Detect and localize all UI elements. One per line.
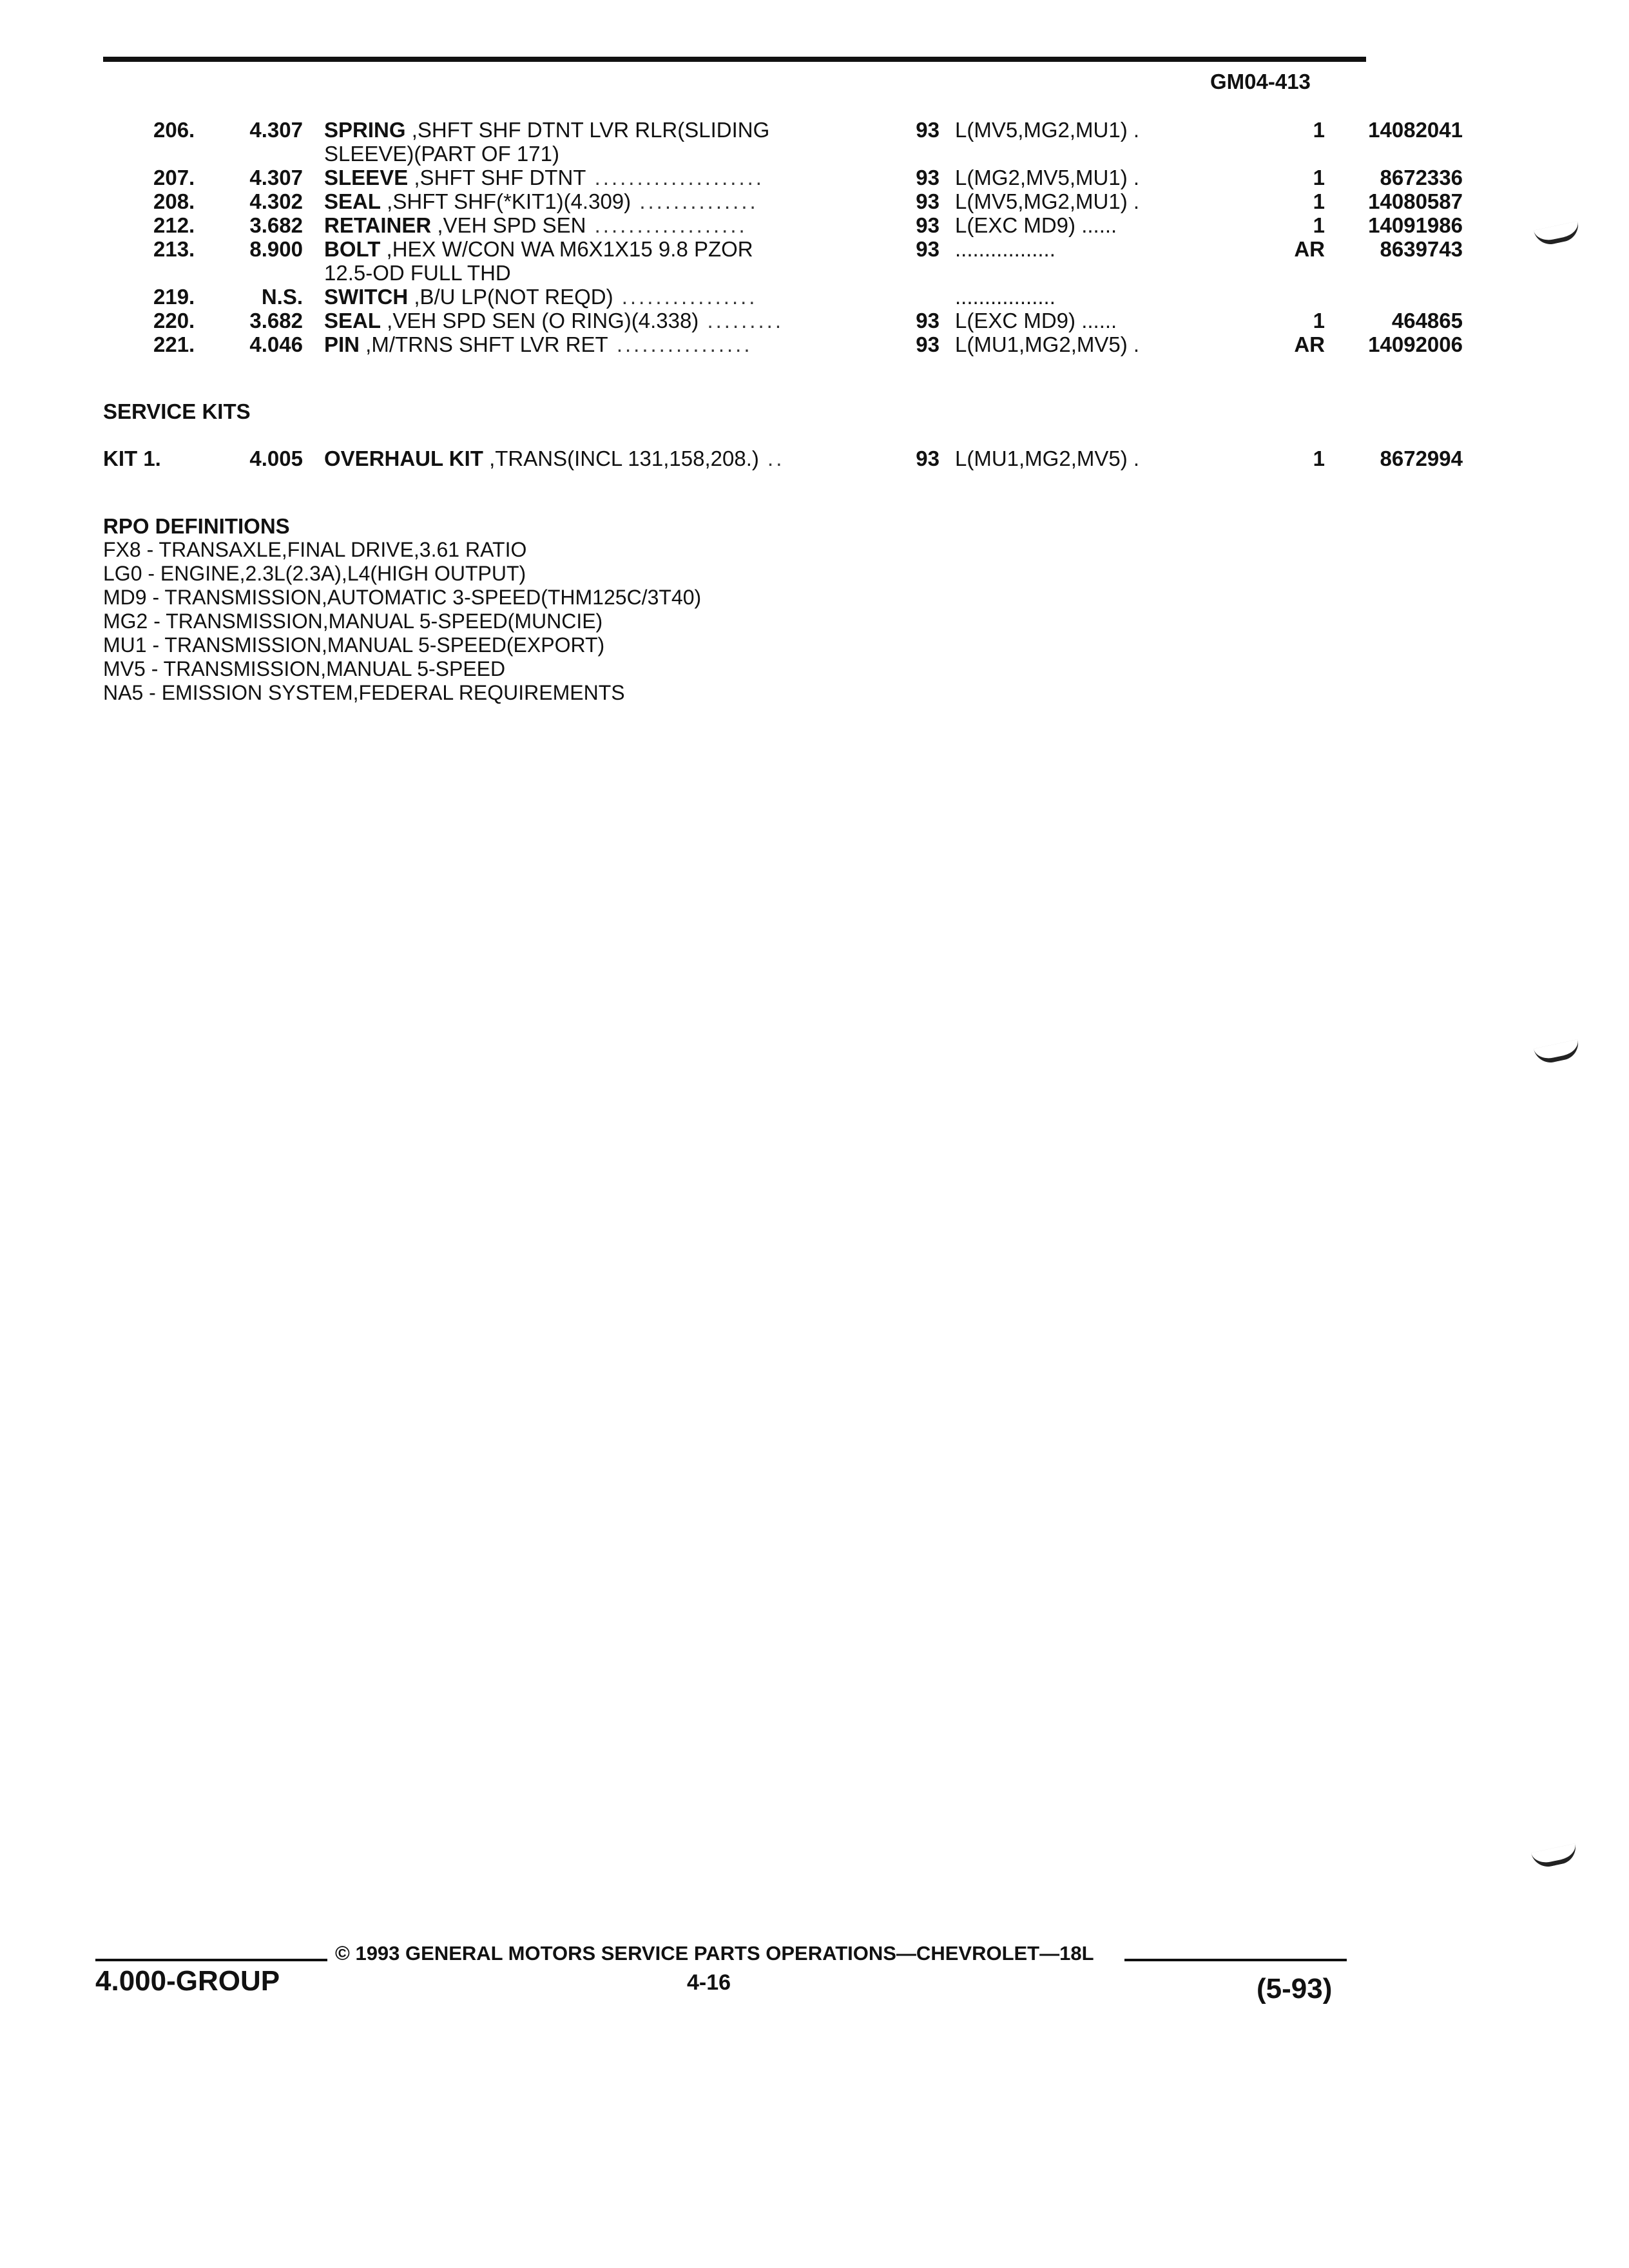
model-year: 93 bbox=[916, 309, 940, 332]
item-number: 213. bbox=[153, 237, 195, 261]
item-number: 221. bbox=[153, 332, 195, 356]
model-year: 93 bbox=[916, 332, 940, 356]
part-row bbox=[103, 213, 1463, 237]
footer-page-number: 4-16 bbox=[687, 1970, 731, 1995]
part-description bbox=[324, 309, 956, 332]
document-id: GM04-413 bbox=[1210, 70, 1311, 93]
part-desc: ,SHFT SHF DTNT LVR RLR(SLIDING bbox=[405, 118, 770, 142]
item-number: 220. bbox=[153, 309, 195, 332]
kit-usage: L(MU1,MG2,MV5) . bbox=[955, 447, 1140, 470]
dot-leader: .............. bbox=[631, 189, 758, 213]
part-row bbox=[103, 285, 1392, 309]
part-name: BOLT bbox=[324, 237, 381, 261]
usage-code: L(MV5,MG2,MU1) . bbox=[955, 118, 1140, 142]
part-description bbox=[324, 237, 956, 285]
binder-hole-mark bbox=[1534, 1039, 1581, 1066]
service-kits-title: SERVICE KITS bbox=[103, 399, 251, 423]
footer-rule-left bbox=[95, 1959, 327, 1961]
part-description bbox=[324, 189, 956, 213]
part-desc-line2: 12.5-OD FULL THD bbox=[324, 261, 511, 285]
dot-leader: ................ bbox=[608, 332, 753, 356]
part-desc: ,B/U LP(NOT REQD) bbox=[408, 285, 613, 309]
parts-list bbox=[103, 118, 1463, 356]
rpo-item: MV5 - TRANSMISSION,MANUAL 5-SPEED bbox=[103, 657, 506, 680]
item-number: 206. bbox=[153, 118, 195, 142]
item-number: 219. bbox=[153, 285, 195, 309]
item-number: 212. bbox=[153, 213, 195, 237]
dot-leader: ................ bbox=[613, 285, 758, 309]
model-year: 93 bbox=[916, 237, 940, 261]
dot-leader: .................. bbox=[586, 213, 747, 237]
part-desc: ,HEX W/CON WA M6X1X15 9.8 PZOR bbox=[380, 237, 753, 261]
quantity: 1 bbox=[1313, 189, 1325, 213]
item-number: 208. bbox=[153, 189, 195, 213]
part-number: 14082041 bbox=[1368, 118, 1463, 142]
part-desc: ,VEH SPD SEN (O RING)(4.338) bbox=[381, 309, 699, 332]
quantity: 1 bbox=[1313, 118, 1325, 142]
part-number: 14092006 bbox=[1368, 332, 1463, 356]
rpo-item: LG0 - ENGINE,2.3L(2.3A),L4(HIGH OUTPUT) bbox=[103, 562, 526, 585]
dot-leader: ......... bbox=[699, 309, 784, 332]
part-row bbox=[103, 237, 1463, 285]
service-kit-row bbox=[103, 447, 1463, 470]
top-rule bbox=[103, 57, 1366, 62]
group-number: 4.307 bbox=[249, 166, 303, 189]
rpo-item: MG2 - TRANSMISSION,MANUAL 5-SPEED(MUNCIE) bbox=[103, 610, 603, 633]
usage-code: L(MG2,MV5,MU1) . bbox=[955, 166, 1140, 189]
part-number: 14080587 bbox=[1368, 189, 1463, 213]
group-number: 4.046 bbox=[249, 332, 303, 356]
part-desc: ,SHFT SHF(*KIT1)(4.309) bbox=[381, 189, 631, 213]
part-desc: ,VEH SPD SEN bbox=[431, 213, 586, 237]
kit-year: 93 bbox=[916, 447, 940, 470]
part-description bbox=[324, 285, 956, 309]
footer-date: (5-93) bbox=[1257, 1973, 1333, 2004]
footer-copyright: © 1993 GENERAL MOTORS SERVICE PARTS OPERATIONS—CHEVROLET—18L bbox=[335, 1942, 1094, 1965]
footer-rule-right bbox=[1124, 1959, 1347, 1961]
part-row bbox=[103, 118, 1463, 166]
usage-code: L(MU1,MG2,MV5) . bbox=[955, 332, 1140, 356]
kit-group: 4.005 bbox=[249, 447, 303, 470]
group-number: 3.682 bbox=[249, 213, 303, 237]
dot-leader: .................... bbox=[586, 166, 764, 189]
binder-hole-mark bbox=[1531, 1843, 1579, 1870]
model-year: 93 bbox=[916, 166, 940, 189]
quantity: 1 bbox=[1313, 166, 1325, 189]
group-number: 4.307 bbox=[249, 118, 303, 142]
part-number: 464865 bbox=[1391, 309, 1463, 332]
kit-leader: .. bbox=[758, 447, 785, 470]
usage-code: L(MV5,MG2,MU1) . bbox=[955, 189, 1140, 213]
rpo-definitions bbox=[103, 514, 701, 705]
part-description bbox=[324, 332, 956, 356]
part-row bbox=[103, 189, 1463, 213]
part-number: 14091986 bbox=[1368, 213, 1463, 237]
model-year: 93 bbox=[916, 189, 940, 213]
part-row bbox=[103, 309, 1463, 332]
group-number: 3.682 bbox=[249, 309, 303, 332]
quantity: AR bbox=[1294, 237, 1325, 261]
kit-part-number: 8672994 bbox=[1380, 447, 1463, 470]
part-row bbox=[103, 166, 1463, 189]
kit-name: OVERHAUL KIT bbox=[324, 447, 483, 470]
part-desc-line2: SLEEVE)(PART OF 171) bbox=[324, 142, 559, 166]
item-number: 207. bbox=[153, 166, 195, 189]
footer-group-label: 4.000-GROUP bbox=[95, 1965, 280, 1997]
part-description bbox=[324, 166, 956, 189]
kit-qty: 1 bbox=[1313, 447, 1325, 470]
part-name: SEAL bbox=[324, 309, 381, 332]
group-number: N.S. bbox=[261, 285, 303, 309]
part-name: SWITCH bbox=[324, 285, 409, 309]
part-number: 8672336 bbox=[1380, 166, 1463, 189]
rpo-item: FX8 - TRANSAXLE,FINAL DRIVE,3.61 RATIO bbox=[103, 538, 527, 561]
part-name: SEAL bbox=[324, 189, 381, 213]
kit-number: KIT 1. bbox=[103, 447, 161, 470]
part-name: SPRING bbox=[324, 118, 406, 142]
kit-desc: ,TRANS(INCL 131,158,208.) bbox=[483, 447, 759, 470]
group-number: 4.302 bbox=[249, 189, 303, 213]
part-row bbox=[103, 332, 1463, 356]
usage-code: L(EXC MD9) ...... bbox=[955, 213, 1117, 237]
part-desc: ,M/TRNS SHFT LVR RET bbox=[360, 332, 608, 356]
kit-description bbox=[324, 447, 956, 470]
rpo-item: MD9 - TRANSMISSION,AUTOMATIC 3-SPEED(THM125C/3T40) bbox=[103, 586, 702, 609]
part-description bbox=[324, 118, 956, 166]
part-name: SLEEVE bbox=[324, 166, 409, 189]
model-year: 93 bbox=[916, 118, 940, 142]
usage-code: ................. bbox=[955, 237, 1055, 261]
part-desc: ,SHFT SHF DTNT bbox=[408, 166, 586, 189]
quantity: 1 bbox=[1313, 213, 1325, 237]
binder-hole-mark bbox=[1534, 221, 1581, 247]
quantity: AR bbox=[1294, 332, 1325, 356]
part-name: RETAINER bbox=[324, 213, 432, 237]
usage-code: ................. bbox=[955, 285, 1055, 309]
part-name: PIN bbox=[324, 332, 360, 356]
group-number: 8.900 bbox=[249, 237, 303, 261]
part-number: 8639743 bbox=[1380, 237, 1463, 261]
quantity: 1 bbox=[1313, 309, 1325, 332]
usage-code: L(EXC MD9) ...... bbox=[955, 309, 1117, 332]
rpo-title: RPO DEFINITIONS bbox=[103, 514, 290, 538]
part-description bbox=[324, 213, 956, 237]
rpo-item: NA5 - EMISSION SYSTEM,FEDERAL REQUIREMENTS bbox=[103, 681, 625, 704]
model-year: 93 bbox=[916, 213, 940, 237]
rpo-item: MU1 - TRANSMISSION,MANUAL 5-SPEED(EXPORT) bbox=[103, 633, 605, 657]
